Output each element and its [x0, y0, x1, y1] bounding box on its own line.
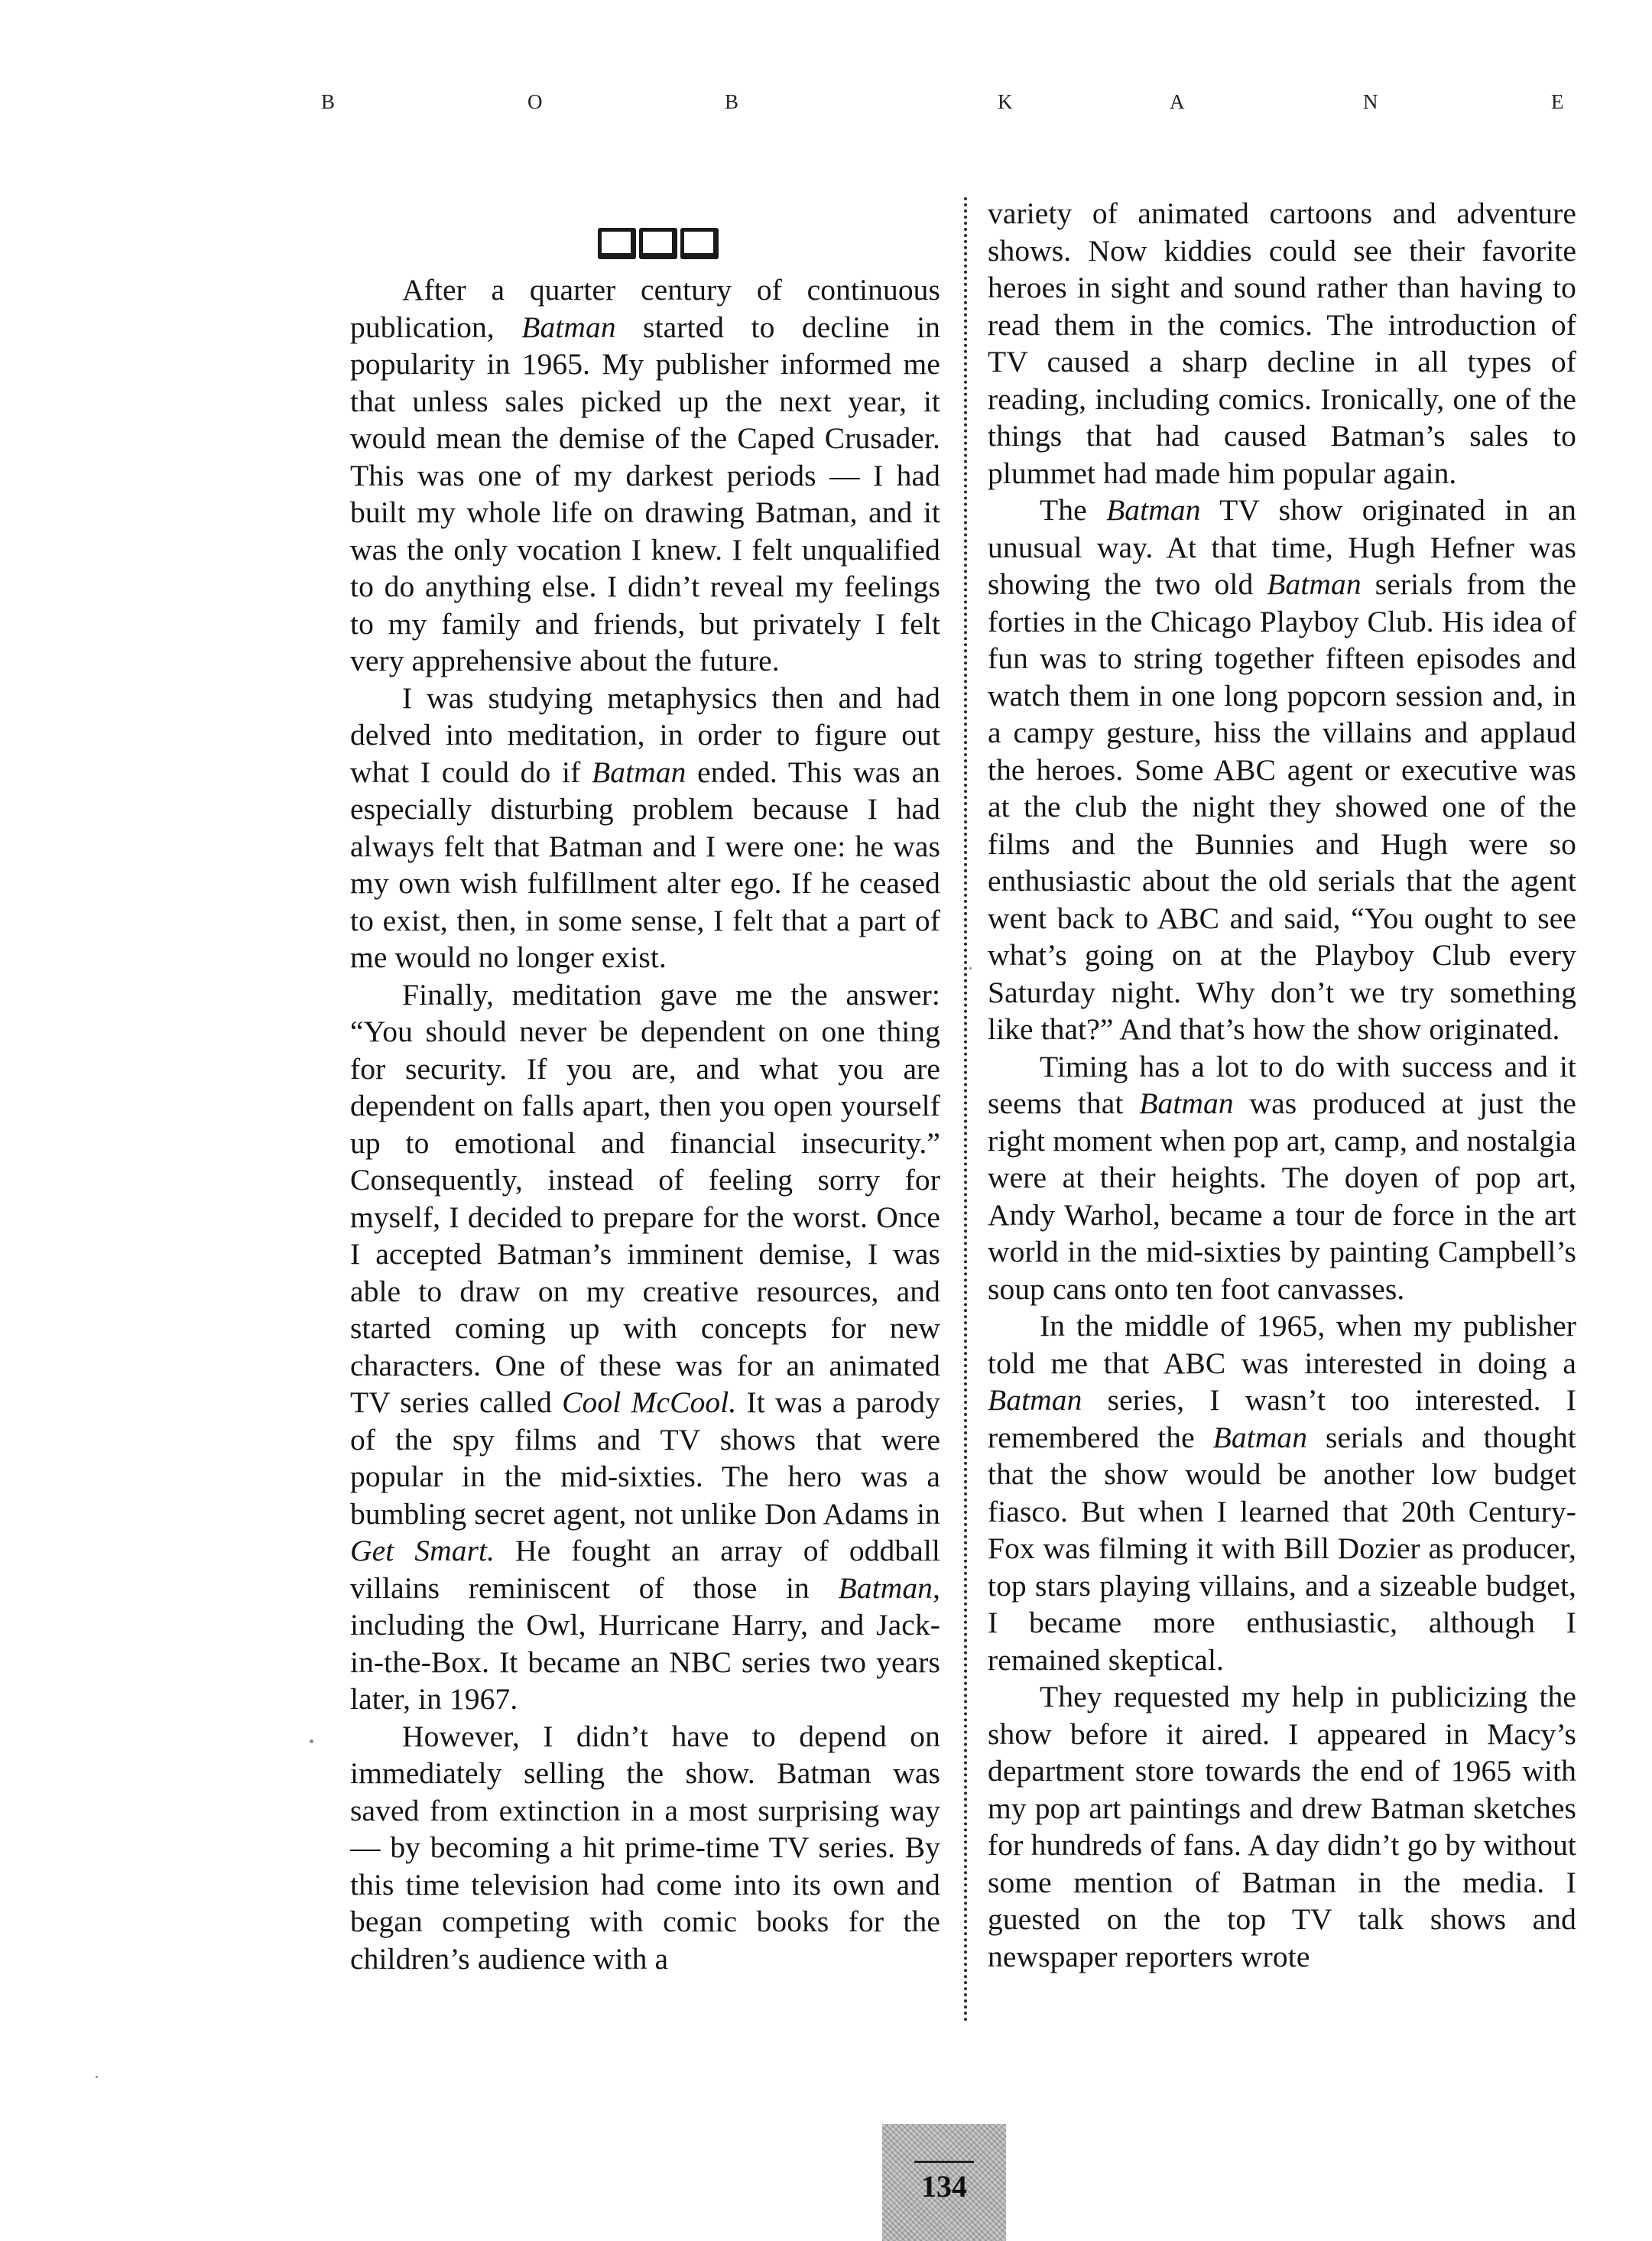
italic-title-text: Batman [1106, 493, 1201, 527]
paragraph-text: I was studying metaphysics then and had delved into meditation, in order to figure out what I could do if [350, 680, 940, 789]
running-header [321, 90, 1567, 121]
ornament-box [639, 228, 677, 259]
paragraph-text: series, I wasn’t too interested. I remembered the [988, 1383, 1576, 1454]
page-number-tab [882, 2124, 1006, 2241]
header-letter: N [1363, 90, 1378, 113]
header-letter: O [527, 90, 543, 113]
scan-speck [969, 967, 972, 969]
body-paragraph [350, 1718, 940, 1978]
paragraph-text: Timing has a lot to do with success and it seems that [988, 1049, 1576, 1120]
paragraph-text: ended. This was an especially disturbing problem because I had always felt that Batman and I were one: he was my own wish fulfillment alter ego. If he ceased to exist, then, in some sense, I felt that a part of me would no longer exist. [350, 755, 940, 974]
italic-title-text: Batman, [838, 1570, 940, 1605]
header-letter: E [1551, 90, 1564, 113]
paragraph-text: serials and thought that the show would be another low budget fiasco. But when I learned that 20th Century-Fox was filming it with Bill Dozier as producer, top stars playing villains, and a sizeable budget, I became more enthusiastic, although I remained skeptical. [988, 1420, 1576, 1677]
paragraph-text: However, I didn’t have to depend on immediately selling the show. Batman was saved from extinction in a most surprising way — by becoming a hit prime-time TV series. By this time television had come into its own and began competing with comic books for the children’s audience with a [350, 1719, 940, 1976]
body-paragraph [350, 976, 940, 1718]
page-number: 134 [882, 2168, 1006, 2204]
body-paragraph [988, 1048, 1576, 1308]
scan-speck [96, 2076, 98, 2078]
ornament-box [680, 228, 719, 259]
section-break-ornament-icon [598, 228, 719, 259]
header-letter: B [725, 90, 739, 113]
italic-title-text: Cool McCool. [562, 1385, 737, 1419]
paragraph-text: including the Owl, Hurricane Harry, and Jack-in-the-Box. It became an NBC series two years later, in 1967. [350, 1608, 940, 1716]
left-text-column [350, 271, 940, 1977]
paragraph-text: In the middle of 1965, when my publisher told me that ABC was interested in doing a [988, 1309, 1576, 1380]
scan-speck [310, 1739, 313, 1743]
paragraph-text: variety of animated cartoons and adventure shows. Now kiddies could see their favorite heroes in sight and sound rather than having to read them in the comics. The introduction of TV caused a sharp decline in all types of reading, including comics. Ironically, one of the things that had caused Batman’s sales to plummet had made him popular again. [988, 196, 1576, 490]
header-letter: K [998, 90, 1013, 113]
paragraph-text: started to decline in popularity in 1965. My publisher informed me that unless sales picked up the next year, it would mean the demise of the Caped Crusader. This was one of my darkest periods — I had built my whole life on drawing Batman, and it was the only vocation I knew. I felt unqualified to do anything else. I didn’t reveal my feelings to my family and friends, but privately I felt very apprehensive about the future. [350, 310, 940, 677]
paragraph-text: They requested my help in publicizing the show before it aired. I appeared in Macy’s department store towards the end of 1965 with my pop art paintings and drew Batman sketches for hundreds of fans. A day didn’t go by without some mention of Batman in the media. I guested on the top TV talk shows and newspaper reporters wrote [988, 1680, 1576, 1973]
paragraph-text: It was a parody of the spy films and TV shows that were popular in the mid-sixties. The hero was a bumbling secret agent, not unlike Don Adams in [350, 1385, 940, 1531]
body-paragraph [988, 195, 1576, 492]
italic-title-text: Get Smart. [350, 1534, 495, 1567]
column-divider [964, 197, 967, 2023]
italic-title-text: Batman [1212, 1420, 1308, 1454]
paragraph-text: was produced at just the right moment when pop art, camp, and nostalgia were at their heights. The doyen of pop art, Andy Warhol, became a tour de force in the art world in the mid-sixties by painting Campbell’s soup cans onto ten foot canvasses. [988, 1086, 1576, 1306]
italic-title-text: Batman [591, 755, 686, 789]
right-text-column [988, 195, 1576, 1975]
paragraph-text: Finally, meditation gave me the answer: “You should never be dependent on one thing for security. If you are, and what you are dependent on falls apart, then you open yourself up to emotional and financial insecurity.” Consequently, instead of feeling sorry for myself, I decided to prepare for the worst. Once I accepted Batman’s imminent demise, I was able to draw on my creative resources, and started coming up with concepts for new characters. One of these was for an animated TV series called [350, 977, 940, 1419]
italic-title-text: Batman [988, 1383, 1082, 1417]
body-paragraph [350, 271, 940, 680]
body-paragraph [988, 1307, 1576, 1678]
body-paragraph [350, 680, 940, 976]
header-letter: B [321, 90, 336, 113]
ornament-box [598, 228, 636, 259]
italic-title-text: Batman [1267, 567, 1362, 601]
paragraph-text: serials from the forties in the Chicago Playboy Club. His idea of fun was to string together fifteen episodes and watch them in one long popcorn session and, in a campy gesture, hiss the villains and applaud the heroes. Some ABC agent or executive was at the club the night they showed one of the films and the Bunnies and Hugh were so enthusiastic about the old serials that the agent went back to ABC and said, “You ought to see what’s going on at the Playboy Club every Saturday night. Why don’t we try something like that?” And that’s how the show originated. [988, 567, 1576, 1046]
body-paragraph [988, 1678, 1576, 1975]
italic-title-text: Batman [1139, 1086, 1234, 1120]
paragraph-text: He fought an array of oddball villains reminiscent of those in [350, 1534, 940, 1605]
paragraph-text: After a quarter century of continuous publication, [350, 273, 940, 344]
header-letter: A [1170, 90, 1185, 113]
paragraph-text: TV show originated in an unusual way. At that time, Hugh Hefner was showing the two old [988, 493, 1577, 601]
body-paragraph [988, 492, 1576, 1048]
paragraph-text: The [1040, 493, 1107, 527]
italic-title-text: Batman [521, 310, 616, 344]
